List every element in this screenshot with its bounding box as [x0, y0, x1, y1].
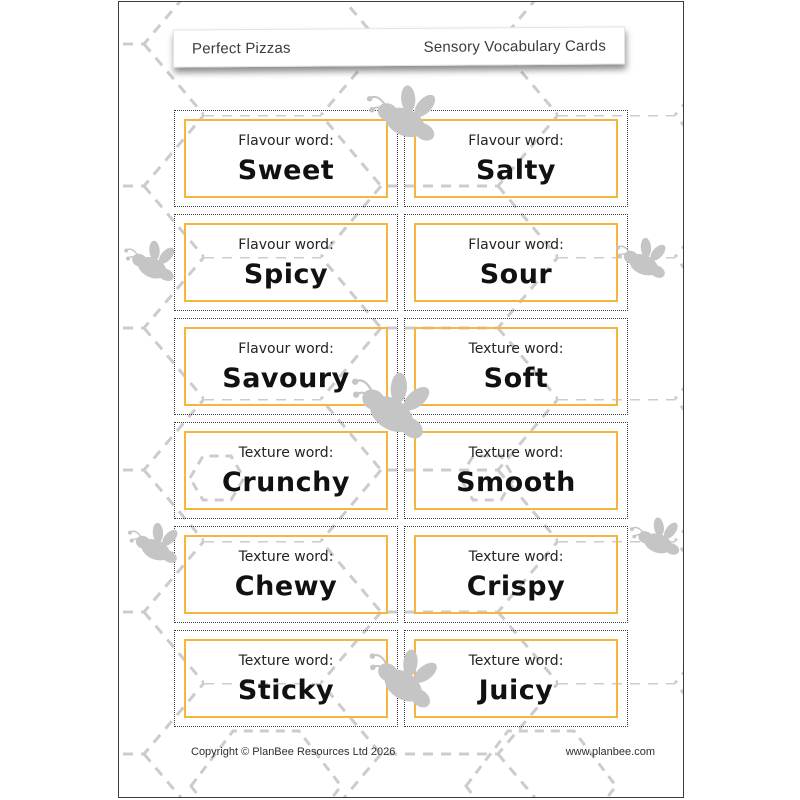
card-word: Juicy	[478, 674, 554, 706]
card-label: Flavour word:	[238, 236, 334, 253]
card-label: Flavour word:	[238, 340, 334, 357]
bee-icon	[126, 519, 183, 569]
lesson-title: Perfect Pizzas	[191, 39, 291, 57]
header-bar	[173, 26, 625, 67]
card-word: Savoury	[222, 362, 350, 394]
card-label: Texture word:	[468, 548, 564, 565]
bee-icon	[341, 363, 440, 447]
sheet-title: Sensory Vocabulary Cards	[423, 37, 607, 56]
bee-icon	[627, 511, 684, 566]
card-label: Texture word:	[468, 340, 564, 357]
card-label: Texture word:	[238, 444, 334, 461]
bee-icon	[356, 83, 451, 146]
card-label: Texture word:	[238, 548, 334, 565]
card-label: Texture word:	[468, 444, 564, 461]
card-label: Texture word:	[468, 652, 564, 669]
card-word: Sweet	[237, 154, 335, 186]
card-label: Texture word:	[238, 652, 334, 669]
worksheet-page	[118, 1, 684, 798]
card-word: Sour	[479, 258, 553, 290]
card-word: Sticky	[237, 674, 335, 706]
card-word: Crunchy	[222, 466, 350, 498]
card-word: Chewy	[234, 570, 338, 602]
card-label: Flavour word:	[468, 236, 564, 253]
vocab-card	[404, 422, 628, 519]
card-word: Soft	[483, 362, 549, 394]
bee-icon	[614, 234, 671, 284]
vocab-card	[174, 526, 398, 623]
copyright-text: Copyright © PlanBee Resources Ltd 2026	[191, 746, 396, 758]
vocab-card	[174, 214, 398, 311]
vocab-card	[404, 214, 628, 311]
footer	[119, 746, 683, 758]
vocab-card	[404, 318, 628, 415]
card-label: Flavour word:	[468, 132, 564, 149]
card-word: Salty	[476, 154, 556, 186]
card-label: Flavour word:	[238, 132, 334, 149]
card-word: Crispy	[466, 570, 566, 602]
card-word: Spicy	[243, 258, 329, 290]
vocab-card	[404, 526, 628, 623]
website-text: www.planbee.com	[565, 746, 655, 758]
card-word: Smooth	[456, 466, 576, 498]
bee-icon	[121, 239, 181, 285]
